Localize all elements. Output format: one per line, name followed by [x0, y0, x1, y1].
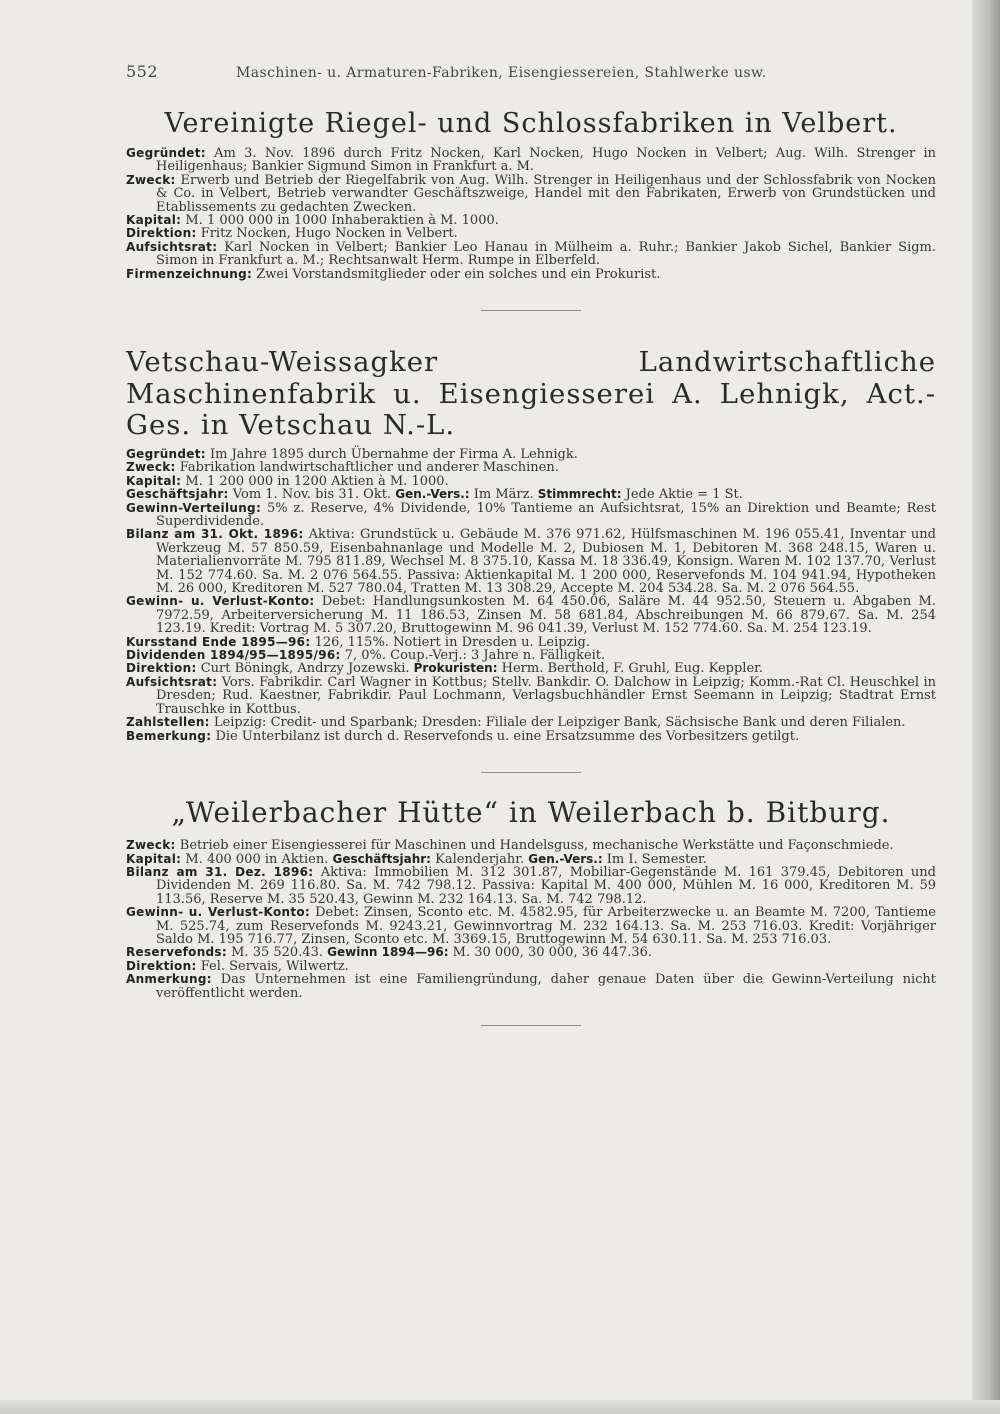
entry-kapital — [126, 853, 936, 866]
entry-label: Anmerkung: — [126, 972, 212, 987]
entry-text: 7, 0%. Coup.-Verj.: 3 Jahre n. Fälligkeit. — [344, 648, 606, 664]
entry-label: Direktion: — [126, 226, 197, 241]
entry-label: Zweck: — [126, 460, 176, 475]
entry-label: Firmenzeichnung: — [126, 266, 253, 281]
entry-direktion — [126, 227, 936, 240]
company-entry-riegel — [126, 108, 936, 281]
entry-label: Kursstand Ende 1895—96: — [126, 634, 311, 649]
entry-text: Kalenderjahr. — [435, 851, 525, 867]
entry-text: Vors. Fabrikdir. Carl Wagner in Kottbus; Stellv. Bankdir. O. Dalchow in Leipzig; Komm.-Rat Cl. Heuschkel in Dresden; Rud. Kaestner, Fabrikdir. Paul Lochmann, Verlagsbuchhändler Ernst Seemann in Leipzig; Stadtrat Ernst Trauschke in Kottbus. — [156, 674, 937, 717]
entry-text: Debet: Zinsen, Sconto etc. M. 4582.95, für Arbeiterzwecke u. an Beamte M. 7200, Tantieme M. 525.74, zum Reservefonds M. 9243.21, Gewinnvortrag M. 232 164.13. Sa. M. 253 716.03. Kredit: Vorjähriger Saldo M. 195 716.77, Zinsen, Sconto etc. M. 3369.15, Bruttogewinn M. 54 630.11. Sa. M. 253 716.03. — [156, 905, 936, 947]
entry-text: M. 30 000, 30 000, 36 447.36. — [452, 945, 653, 961]
entry-text: M. 1 200 000 in 1200 Aktien à M. 1000. — [185, 473, 449, 489]
entry-text: Fel. Servais, Wilwertz. — [200, 958, 349, 974]
entry-label: Direktion: — [126, 661, 197, 676]
entry-label: Bilanz am 31. Okt. 1896: — [126, 527, 304, 542]
entry-bilanz — [126, 866, 936, 906]
entry-text: Betrieb einer Eisengiesserei für Maschinen und Handelsguss, mechanische Werkstätte und Façonschmiede. — [179, 838, 894, 854]
page-number: 552 — [126, 62, 159, 81]
page-edge-shadow — [972, 0, 1000, 1414]
entry-firmenzeichnung — [126, 268, 936, 281]
entry-anmerkung — [126, 973, 936, 1000]
entry-zahlstellen — [126, 716, 936, 729]
entry-label: Stimmrecht: — [537, 487, 622, 502]
entry-label: Gegründet: — [126, 146, 206, 161]
entry-text: Im März. — [473, 487, 534, 503]
entry-geschaeftsjahr — [126, 488, 936, 501]
entry-label: Geschäftsjahr: — [332, 851, 431, 866]
entry-zweck — [126, 461, 936, 474]
entry-bilanz — [126, 528, 936, 595]
entry-label: Reservefonds: — [126, 945, 227, 960]
entry-gewinn-verteilung — [126, 502, 936, 529]
entry-gewinn-verlust-konto — [126, 595, 936, 635]
entry-label: Prokuristen: — [413, 661, 498, 676]
entry-text: Die Unterbilanz ist durch d. Reservefonds u. eine Ersatzsumme des Vorbesitzers getilgt. — [215, 728, 800, 744]
entry-text: M. 35 520.43. — [231, 945, 323, 961]
company-title: Vetschau-Weissagker Landwirtschaftliche Maschinenfabrik u. Eisengiesserei A. Lehnigk, Act.-Ges. in Vetschau N.-L. — [126, 346, 936, 442]
entry-gegruendet — [126, 448, 936, 461]
entry-label: Kapital: — [126, 851, 182, 866]
entry-text: Vom 1. Nov. bis 31. Okt. — [232, 487, 392, 503]
page-bottom-edge — [0, 1400, 1000, 1414]
entry-direktion — [126, 662, 936, 675]
entry-text: M. 1 000 000 in 1000 Inhaberaktien à M. 1000. — [185, 213, 499, 229]
entry-direktion — [126, 960, 936, 973]
entry-kapital — [126, 214, 936, 227]
entry-text: Erwerb und Betrieb der Riegelfabrik von Aug. Wilh. Strenger in Heiligenhaus und der Schlossfabrik von Nocken & Co. in Velbert, Betrieb verwandter Geschäftszweige, Handel mit den Fabrikaten, Erwerb von Grundstücken und Etablissements zu gedachten Zwecken. — [156, 172, 936, 215]
running-head-text: Maschinen- u. Armaturen-Fabriken, Eisengiessereien, Stahlwerke usw. — [236, 65, 767, 81]
entry-text: Debet: Handlungsunkosten M. 64 450.06, Saläre M. 44 952.50, Steuern u. Abgaben M. 7972.59, Arbeiterversicherung M. 11 186.53, Zinsen M. 58 681.84, Abschreibungen M. 66 879.67. Sa. M. 254 123.19. Kredit: Vortrag M. 5 307.20, Bruttogewinn M. 96 041.39, Verlust M. 152 774.60. Sa. M. 254 123.19. — [156, 594, 936, 637]
section-divider — [481, 1025, 581, 1026]
entry-gewinn-verlust-konto — [126, 906, 936, 946]
entry-zweck — [126, 174, 936, 214]
entry-reservefonds — [126, 946, 936, 959]
entry-label: Aufsichtsrat: — [126, 674, 218, 689]
entry-label: Gewinn- u. Verlust-Konto: — [126, 905, 311, 920]
entry-label: Zahlstellen: — [126, 715, 210, 730]
entry-text: Im I. Semester. — [606, 851, 707, 867]
entry-label: Bemerkung: — [126, 728, 212, 743]
entry-text: Jede Aktie = 1 St. — [625, 487, 743, 503]
entry-text: M. 400 000 in Aktien. — [185, 851, 329, 867]
entry-label: Kapital: — [126, 213, 182, 228]
entry-text: Am 3. Nov. 1896 durch Fritz Nocken, Karl Nocken, Hugo Nocken in Velbert; Aug. Wilh. Strenger in Heiligenhaus; Bankier Sigmund Simon in Frankfurt a. M. — [156, 146, 936, 175]
entry-zweck — [126, 839, 936, 852]
entry-label: Zweck: — [126, 838, 176, 853]
entry-text: Karl Nocken in Velbert; Bankier Leo Hanau in Mülheim a. Ruhr.; Bankier Jakob Sichel, Bankier Sigm. Simon in Frankfurt a. M.; Rechtsanwalt Herm. Rumpe in Elberfeld. — [156, 239, 937, 269]
entry-text: Curt Böningk, Andrzy Jozewski. — [200, 661, 410, 677]
section-divider — [481, 772, 581, 773]
page-content — [126, 62, 936, 1000]
running-header — [126, 62, 936, 90]
company-entry-vetschau — [126, 347, 936, 743]
entry-label: Aufsichtsrat: — [126, 239, 218, 254]
entry-label: Gen.-Vers.: — [395, 487, 470, 502]
entry-text: Herm. Berthold, F. Gruhl, Eug. Keppler. — [501, 661, 764, 677]
company-title: „Weilerbacher Hütte“ in Weilerbach b. Bitburg. — [171, 795, 891, 829]
entry-dividenden — [126, 649, 936, 662]
entry-bemerkung — [126, 730, 936, 743]
section-divider — [481, 310, 581, 311]
entry-label: Kapital: — [126, 473, 182, 488]
entry-text: Das Unternehmen ist eine Familiengründung, daher genaue Daten über die Gewinn-Verteilung nicht veröffentlicht werden. — [156, 972, 936, 1001]
entry-text: 5% z. Reserve, 4% Dividende, 10% Tantieme an Aufsichtsrat, 15% an Direktion und Beamte; Rest Superdividende. — [156, 500, 936, 530]
entry-label: Direktion: — [126, 958, 197, 973]
entry-kursstand — [126, 636, 936, 649]
entry-label: Gegründet: — [126, 446, 206, 461]
entry-text: Im Jahre 1895 durch Übernahme der Firma A. Lehnigk. — [210, 446, 578, 462]
entry-label: Bilanz am 31. Dez. 1896: — [126, 864, 314, 879]
entry-text: Leipzig: Credit- und Sparbank; Dresden: Filiale der Leipziger Bank, Sächsische Bank und deren Filialen. — [213, 715, 906, 731]
company-entry-weilerbach — [126, 797, 936, 1000]
entry-text: Fabrikation landwirtschaftlicher und anderer Maschinen. — [179, 460, 559, 476]
entry-text: 126, 115%. Notiert in Dresden u. Leipzig. — [314, 634, 591, 650]
entry-text: Zwei Vorstandsmitglieder oder ein solches und ein Prokurist. — [256, 266, 661, 282]
entry-label: Gewinn 1894—96: — [327, 945, 449, 960]
entry-text: Aktiva: Immobilien M. 312 301.87, Mobiliar-Gegenstände M. 161 379.45, Debitoren und Dividenden M. 269 116.80. Sa. M. 742 798.12. Passiva: Kapital M. 400 000, Mühlen M. 16 000, Kreditoren M. 59 113.56, Reserve M. 35 520.43, Gewinn M. 232 164.13. Sa. M. 742 798.12. — [156, 864, 936, 907]
entry-aufsichtsrat — [126, 241, 936, 268]
entry-aufsichtsrat — [126, 676, 936, 716]
entry-label: Gen.-Vers.: — [528, 851, 603, 866]
entry-gegruendet — [126, 147, 936, 174]
entry-label: Dividenden 1894/95—1895/96: — [126, 648, 341, 663]
entry-label: Gewinn-Verteilung: — [126, 500, 262, 515]
company-title: Vereinigte Riegel- und Schlossfabriken in Velbert. — [164, 108, 898, 139]
entry-text: Aktiva: Grundstück u. Gebäude M. 376 971.62, Hülfsmaschinen M. 196 055.41, Inventar und Werkzeug M. 57 850.59, Eisenbahnanlage und Modelle M. 2, Dubiosen M. 1, Debitoren M. 368 248.15, Waren u. Materialienvorräte M. 795 811.89, Wechsel M. 8 375.10, Kassa M. 18 336.49, Konsign. Waren M. 102 137.70, Verlust M. 152 774.60. Sa. M. 2 076 564.55. Passiva: Aktienkapital M. 1 200 000, Reservefonds M. 104 941.94, Hypotheken M. 26 000, Kreditoren M. 527 780.04, Tratten M. 13 308.29, Accepte M. 204 534.28. Sa. M. 2 076 564.55. — [156, 527, 936, 597]
entry-label: Geschäftsjahr: — [126, 487, 229, 502]
entry-text: Fritz Nocken, Hugo Nocken in Velbert. — [200, 226, 458, 242]
entry-label: Gewinn- u. Verlust-Konto: — [126, 594, 315, 609]
entry-label: Zweck: — [126, 172, 176, 187]
entry-kapital — [126, 475, 936, 488]
